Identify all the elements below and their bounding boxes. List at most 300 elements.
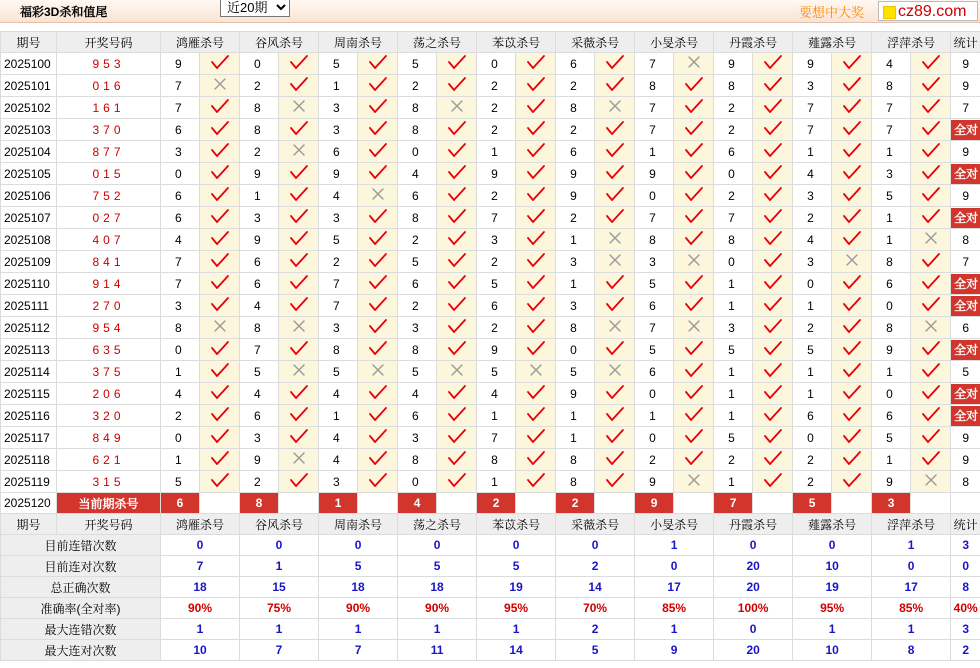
- col-stat: 统计: [951, 32, 980, 53]
- kill-number: 3: [556, 251, 595, 273]
- stat-cell: [951, 229, 980, 251]
- kill-number: 9: [240, 163, 279, 185]
- kill-number: 1: [793, 141, 832, 163]
- check-icon: [437, 317, 477, 339]
- check-icon: [832, 229, 872, 251]
- kill-number: 8: [635, 75, 674, 97]
- check-icon: [753, 405, 793, 427]
- col-issue: 期号: [1, 514, 57, 535]
- stat-value: 7: [962, 100, 969, 115]
- kill-number: 8: [319, 339, 358, 361]
- kill-number: 3: [161, 141, 200, 163]
- kill-number: 9: [319, 163, 358, 185]
- kill-number: 8: [872, 251, 911, 273]
- kill-number: 7: [319, 295, 358, 317]
- table-row: [1, 273, 980, 295]
- table-row: [1, 207, 980, 229]
- cross-icon: [911, 317, 951, 339]
- col-expert: 谷风杀号: [240, 514, 319, 535]
- check-icon: [200, 185, 240, 207]
- check-icon: [279, 119, 319, 141]
- kill-number: 0: [477, 53, 516, 75]
- summary-value: 15: [240, 577, 319, 598]
- kill-number: 6: [319, 141, 358, 163]
- summary-row: [1, 619, 980, 640]
- kill-number: 6: [161, 119, 200, 141]
- summary-stat: 40%: [951, 598, 980, 619]
- kill-number: 0: [872, 383, 911, 405]
- check-icon: [437, 207, 477, 229]
- col-expert: 荡之杀号: [398, 32, 477, 53]
- check-icon: [358, 119, 398, 141]
- kill-number: 5: [714, 427, 753, 449]
- issue-cell: 2025112: [1, 317, 57, 339]
- period-select[interactable]: [220, 0, 290, 17]
- kill-number: 6: [240, 405, 279, 427]
- draw-number: 752: [57, 185, 161, 207]
- kill-number: 8: [240, 97, 279, 119]
- check-icon: [516, 383, 556, 405]
- summary-value: 0: [872, 556, 951, 577]
- stat-cell: [951, 141, 980, 163]
- issue-cell: 2025103: [1, 119, 57, 141]
- kill-number: 3: [240, 427, 279, 449]
- summary-value: 1: [477, 619, 556, 640]
- check-icon: [595, 207, 635, 229]
- check-icon: [279, 273, 319, 295]
- check-icon: [358, 97, 398, 119]
- kill-number: 3: [793, 251, 832, 273]
- kill-number: 0: [872, 295, 911, 317]
- col-draw: 开奖号码: [57, 514, 161, 535]
- check-icon: [911, 273, 951, 295]
- check-icon: [674, 273, 714, 295]
- kill-number: 0: [398, 141, 437, 163]
- kill-number: 7: [635, 119, 674, 141]
- summary-value: 95%: [477, 598, 556, 619]
- check-icon: [516, 427, 556, 449]
- issue-cell: 2025117: [1, 427, 57, 449]
- all-correct-badge: 全对: [951, 340, 980, 360]
- check-icon: [437, 75, 477, 97]
- check-icon: [674, 163, 714, 185]
- check-icon: [595, 185, 635, 207]
- kill-number: 7: [872, 119, 911, 141]
- current-kill-number: 9: [635, 493, 674, 514]
- cross-icon: [595, 97, 635, 119]
- check-icon: [516, 141, 556, 163]
- kill-number: 7: [635, 97, 674, 119]
- stat-value: 9: [962, 188, 969, 203]
- check-icon: [911, 339, 951, 361]
- kill-number: 8: [240, 119, 279, 141]
- summary-value: 18: [398, 577, 477, 598]
- check-icon: [358, 273, 398, 295]
- kill-number: 5: [477, 361, 516, 383]
- summary-value: 0: [240, 535, 319, 556]
- col-expert: 浮萍杀号: [872, 32, 951, 53]
- summary-value: 70%: [556, 598, 635, 619]
- kill-number: 1: [556, 427, 595, 449]
- check-icon: [674, 405, 714, 427]
- table-row: [1, 119, 980, 141]
- cross-icon: [832, 251, 872, 273]
- col-expert: 采薇杀号: [556, 514, 635, 535]
- kill-number: 6: [872, 405, 911, 427]
- kill-number: 3: [398, 427, 437, 449]
- check-icon: [200, 229, 240, 251]
- issue-cell: 2025109: [1, 251, 57, 273]
- kill-number: 4: [319, 185, 358, 207]
- kill-number: 2: [556, 207, 595, 229]
- summary-value: 1: [872, 619, 951, 640]
- stat-cell: [951, 185, 980, 207]
- check-icon: [279, 427, 319, 449]
- check-icon: [279, 207, 319, 229]
- check-icon: [437, 163, 477, 185]
- summary-value: 0: [477, 535, 556, 556]
- table-row: [1, 163, 980, 185]
- kill-number: 2: [477, 119, 516, 141]
- check-icon: [279, 383, 319, 405]
- col-expert: 鸿雁杀号: [161, 32, 240, 53]
- kill-number: 8: [161, 317, 200, 339]
- kill-number: 5: [319, 361, 358, 383]
- cross-icon: [279, 97, 319, 119]
- check-icon: [674, 207, 714, 229]
- draw-number: 027: [57, 207, 161, 229]
- summary-row: [1, 556, 980, 577]
- col-expert: 浮萍杀号: [872, 514, 951, 535]
- current-kill-number: 6: [161, 493, 200, 514]
- check-icon: [911, 449, 951, 471]
- table-row: [1, 97, 980, 119]
- kill-number: 9: [240, 449, 279, 471]
- kill-number: 9: [793, 53, 832, 75]
- summary-row: [1, 598, 980, 619]
- draw-number: 849: [57, 427, 161, 449]
- kill-number: 9: [556, 163, 595, 185]
- check-icon: [911, 141, 951, 163]
- kill-number: 7: [635, 317, 674, 339]
- kill-number: 2: [398, 75, 437, 97]
- kill-number: 2: [793, 317, 832, 339]
- check-icon: [595, 295, 635, 317]
- issue-cell: 2025119: [1, 471, 57, 493]
- kill-number: 1: [635, 405, 674, 427]
- check-icon: [753, 141, 793, 163]
- check-icon: [358, 229, 398, 251]
- check-icon: [516, 97, 556, 119]
- kill-number: 6: [240, 251, 279, 273]
- check-icon: [200, 119, 240, 141]
- kill-number: 6: [635, 295, 674, 317]
- kill-number: 6: [872, 273, 911, 295]
- check-icon: [358, 471, 398, 493]
- current-kill-number: 7: [714, 493, 753, 514]
- summary-value: 1: [240, 619, 319, 640]
- check-icon: [437, 119, 477, 141]
- current-kill-number: 4: [398, 493, 437, 514]
- kill-number: 1: [793, 383, 832, 405]
- kill-number: 0: [556, 339, 595, 361]
- check-icon: [437, 449, 477, 471]
- cross-icon: [279, 361, 319, 383]
- summary-value: 1: [240, 556, 319, 577]
- issue-cell: 2025113: [1, 339, 57, 361]
- stat-value: 8: [962, 232, 969, 247]
- summary-value: 10: [793, 556, 872, 577]
- check-icon: [753, 317, 793, 339]
- kill-number: 6: [240, 273, 279, 295]
- summary-value: 11: [398, 640, 477, 661]
- summary-label: 最大连错次数: [1, 619, 161, 640]
- check-icon: [516, 75, 556, 97]
- kill-number: 6: [556, 141, 595, 163]
- all-correct-badge: 全对: [951, 274, 980, 294]
- kill-number: 5: [319, 53, 358, 75]
- check-icon: [358, 427, 398, 449]
- check-icon: [595, 75, 635, 97]
- issue-cell: 2025101: [1, 75, 57, 97]
- check-icon: [911, 53, 951, 75]
- kill-number: 2: [556, 119, 595, 141]
- kill-number: 1: [477, 405, 516, 427]
- summary-value: 20: [714, 577, 793, 598]
- kill-number: 1: [714, 361, 753, 383]
- kill-number: 4: [872, 53, 911, 75]
- check-icon: [674, 119, 714, 141]
- check-icon: [753, 295, 793, 317]
- kill-number: 9: [161, 53, 200, 75]
- logo-text: cz89.com: [898, 3, 967, 20]
- kill-number: 4: [793, 163, 832, 185]
- kill-number: 2: [477, 185, 516, 207]
- all-correct-badge: 全对: [951, 384, 980, 404]
- check-icon: [753, 229, 793, 251]
- promo-text[interactable]: 要想中大奖: [799, 5, 865, 20]
- check-icon: [516, 185, 556, 207]
- check-icon: [279, 471, 319, 493]
- check-icon: [674, 361, 714, 383]
- kill-number: 2: [240, 471, 279, 493]
- kill-number: 3: [319, 119, 358, 141]
- check-icon: [911, 185, 951, 207]
- kill-number: 8: [556, 449, 595, 471]
- stat-cell: [951, 97, 980, 119]
- issue-cell: 2025111: [1, 295, 57, 317]
- check-icon: [200, 427, 240, 449]
- summary-value: 0: [319, 535, 398, 556]
- check-icon: [674, 97, 714, 119]
- issue-cell: 2025115: [1, 383, 57, 405]
- kill-number: 3: [872, 163, 911, 185]
- check-icon: [437, 295, 477, 317]
- current-kill-number: 8: [240, 493, 279, 514]
- check-icon: [437, 185, 477, 207]
- table-row: [1, 251, 980, 273]
- check-icon: [200, 405, 240, 427]
- check-icon: [911, 163, 951, 185]
- kill-number: 1: [319, 75, 358, 97]
- stat-value: 5: [962, 364, 969, 379]
- issue-cell: 2025114: [1, 361, 57, 383]
- summary-label: 最大连对次数: [1, 640, 161, 661]
- kill-number: 2: [714, 119, 753, 141]
- check-icon: [358, 207, 398, 229]
- cross-icon: [911, 471, 951, 493]
- stat-cell: [951, 163, 980, 185]
- kill-number: 8: [714, 229, 753, 251]
- kill-number: 2: [714, 185, 753, 207]
- check-icon: [832, 119, 872, 141]
- issue-cell: 2025107: [1, 207, 57, 229]
- summary-value: 5: [556, 640, 635, 661]
- kill-number: 0: [161, 339, 200, 361]
- kill-number: 1: [872, 141, 911, 163]
- kill-number: 9: [872, 471, 911, 493]
- kill-number: 7: [477, 207, 516, 229]
- top-bar: [0, 0, 980, 23]
- kill-number: 1: [872, 361, 911, 383]
- summary-value: 95%: [793, 598, 872, 619]
- summary-value: 2: [556, 556, 635, 577]
- kill-number: 6: [161, 185, 200, 207]
- all-correct-badge: 全对: [951, 406, 980, 426]
- summary-value: 1: [793, 619, 872, 640]
- kill-number: 0: [240, 53, 279, 75]
- col-expert: 采薇杀号: [556, 32, 635, 53]
- kill-number: 8: [477, 449, 516, 471]
- check-icon: [279, 295, 319, 317]
- kill-number: 3: [319, 317, 358, 339]
- stat-value: 9: [962, 78, 969, 93]
- check-icon: [911, 383, 951, 405]
- check-icon: [753, 75, 793, 97]
- draw-number: 206: [57, 383, 161, 405]
- kill-number: 6: [398, 405, 437, 427]
- summary-value: 19: [793, 577, 872, 598]
- cross-icon: [595, 229, 635, 251]
- col-expert: 周南杀号: [319, 514, 398, 535]
- kill-number: 6: [161, 207, 200, 229]
- kill-number: 3: [161, 295, 200, 317]
- kill-number: 8: [872, 75, 911, 97]
- site-logo[interactable]: [878, 1, 978, 21]
- kill-number: 3: [398, 317, 437, 339]
- current-kill-number: 2: [477, 493, 516, 514]
- kill-number: 5: [556, 361, 595, 383]
- check-icon: [358, 405, 398, 427]
- summary-label: 总正确次数: [1, 577, 161, 598]
- summary-value: 1: [635, 535, 714, 556]
- kill-number: 4: [319, 427, 358, 449]
- check-icon: [516, 273, 556, 295]
- kill-number: 4: [240, 383, 279, 405]
- kill-number: 0: [161, 163, 200, 185]
- check-icon: [753, 207, 793, 229]
- stat-cell: [951, 53, 980, 75]
- check-icon: [832, 339, 872, 361]
- stat-cell: [951, 383, 980, 405]
- kill-number: 2: [714, 97, 753, 119]
- summary-stat: 3: [951, 619, 980, 640]
- page-title: 福彩3D杀和值尾: [20, 5, 108, 19]
- check-icon: [358, 53, 398, 75]
- col-expert: 丹霞杀号: [714, 514, 793, 535]
- kill-number: 2: [319, 251, 358, 273]
- kill-number: 7: [793, 97, 832, 119]
- check-icon: [832, 449, 872, 471]
- stat-cell: [951, 273, 980, 295]
- kill-number: 5: [872, 185, 911, 207]
- summary-value: 0: [714, 535, 793, 556]
- summary-value: 20: [714, 640, 793, 661]
- check-icon: [832, 273, 872, 295]
- col-stat: 统计: [951, 514, 980, 535]
- check-icon: [753, 163, 793, 185]
- draw-number: 315: [57, 471, 161, 493]
- table-row: [1, 383, 980, 405]
- kill-number: 1: [161, 449, 200, 471]
- draw-number: 161: [57, 97, 161, 119]
- check-icon: [358, 163, 398, 185]
- kill-number: 2: [635, 449, 674, 471]
- summary-value: 1: [398, 619, 477, 640]
- check-icon: [516, 449, 556, 471]
- check-icon: [674, 383, 714, 405]
- cross-icon: [437, 97, 477, 119]
- check-icon: [437, 427, 477, 449]
- current-kill-number: 5: [793, 493, 832, 514]
- summary-value: 17: [872, 577, 951, 598]
- kill-number: 9: [477, 163, 516, 185]
- draw-number: 914: [57, 273, 161, 295]
- kill-number: 4: [161, 383, 200, 405]
- kill-number: 2: [793, 449, 832, 471]
- table-row: [1, 141, 980, 163]
- summary-value: 0: [793, 535, 872, 556]
- check-icon: [516, 295, 556, 317]
- summary-value: 1: [635, 619, 714, 640]
- header-row: [1, 32, 980, 53]
- kill-number: 8: [398, 119, 437, 141]
- issue-cell: 2025105: [1, 163, 57, 185]
- kill-number: 5: [398, 361, 437, 383]
- cross-icon: [674, 53, 714, 75]
- kill-number: 1: [556, 229, 595, 251]
- kill-number: 2: [477, 75, 516, 97]
- kill-number: 7: [319, 273, 358, 295]
- kill-number: 8: [556, 97, 595, 119]
- check-icon: [911, 207, 951, 229]
- kill-number: 3: [240, 207, 279, 229]
- kill-number: 4: [793, 229, 832, 251]
- summary-value: 0: [398, 535, 477, 556]
- table-row: [1, 361, 980, 383]
- col-expert: 薤露杀号: [793, 514, 872, 535]
- check-icon: [753, 361, 793, 383]
- kill-number: 7: [872, 97, 911, 119]
- kill-number: 0: [793, 273, 832, 295]
- kill-number: 2: [240, 75, 279, 97]
- cross-icon: [516, 361, 556, 383]
- kill-number: 7: [714, 207, 753, 229]
- all-correct-badge: 全对: [951, 208, 980, 228]
- col-expert: 鸿雁杀号: [161, 514, 240, 535]
- check-icon: [753, 251, 793, 273]
- kill-number: 3: [793, 185, 832, 207]
